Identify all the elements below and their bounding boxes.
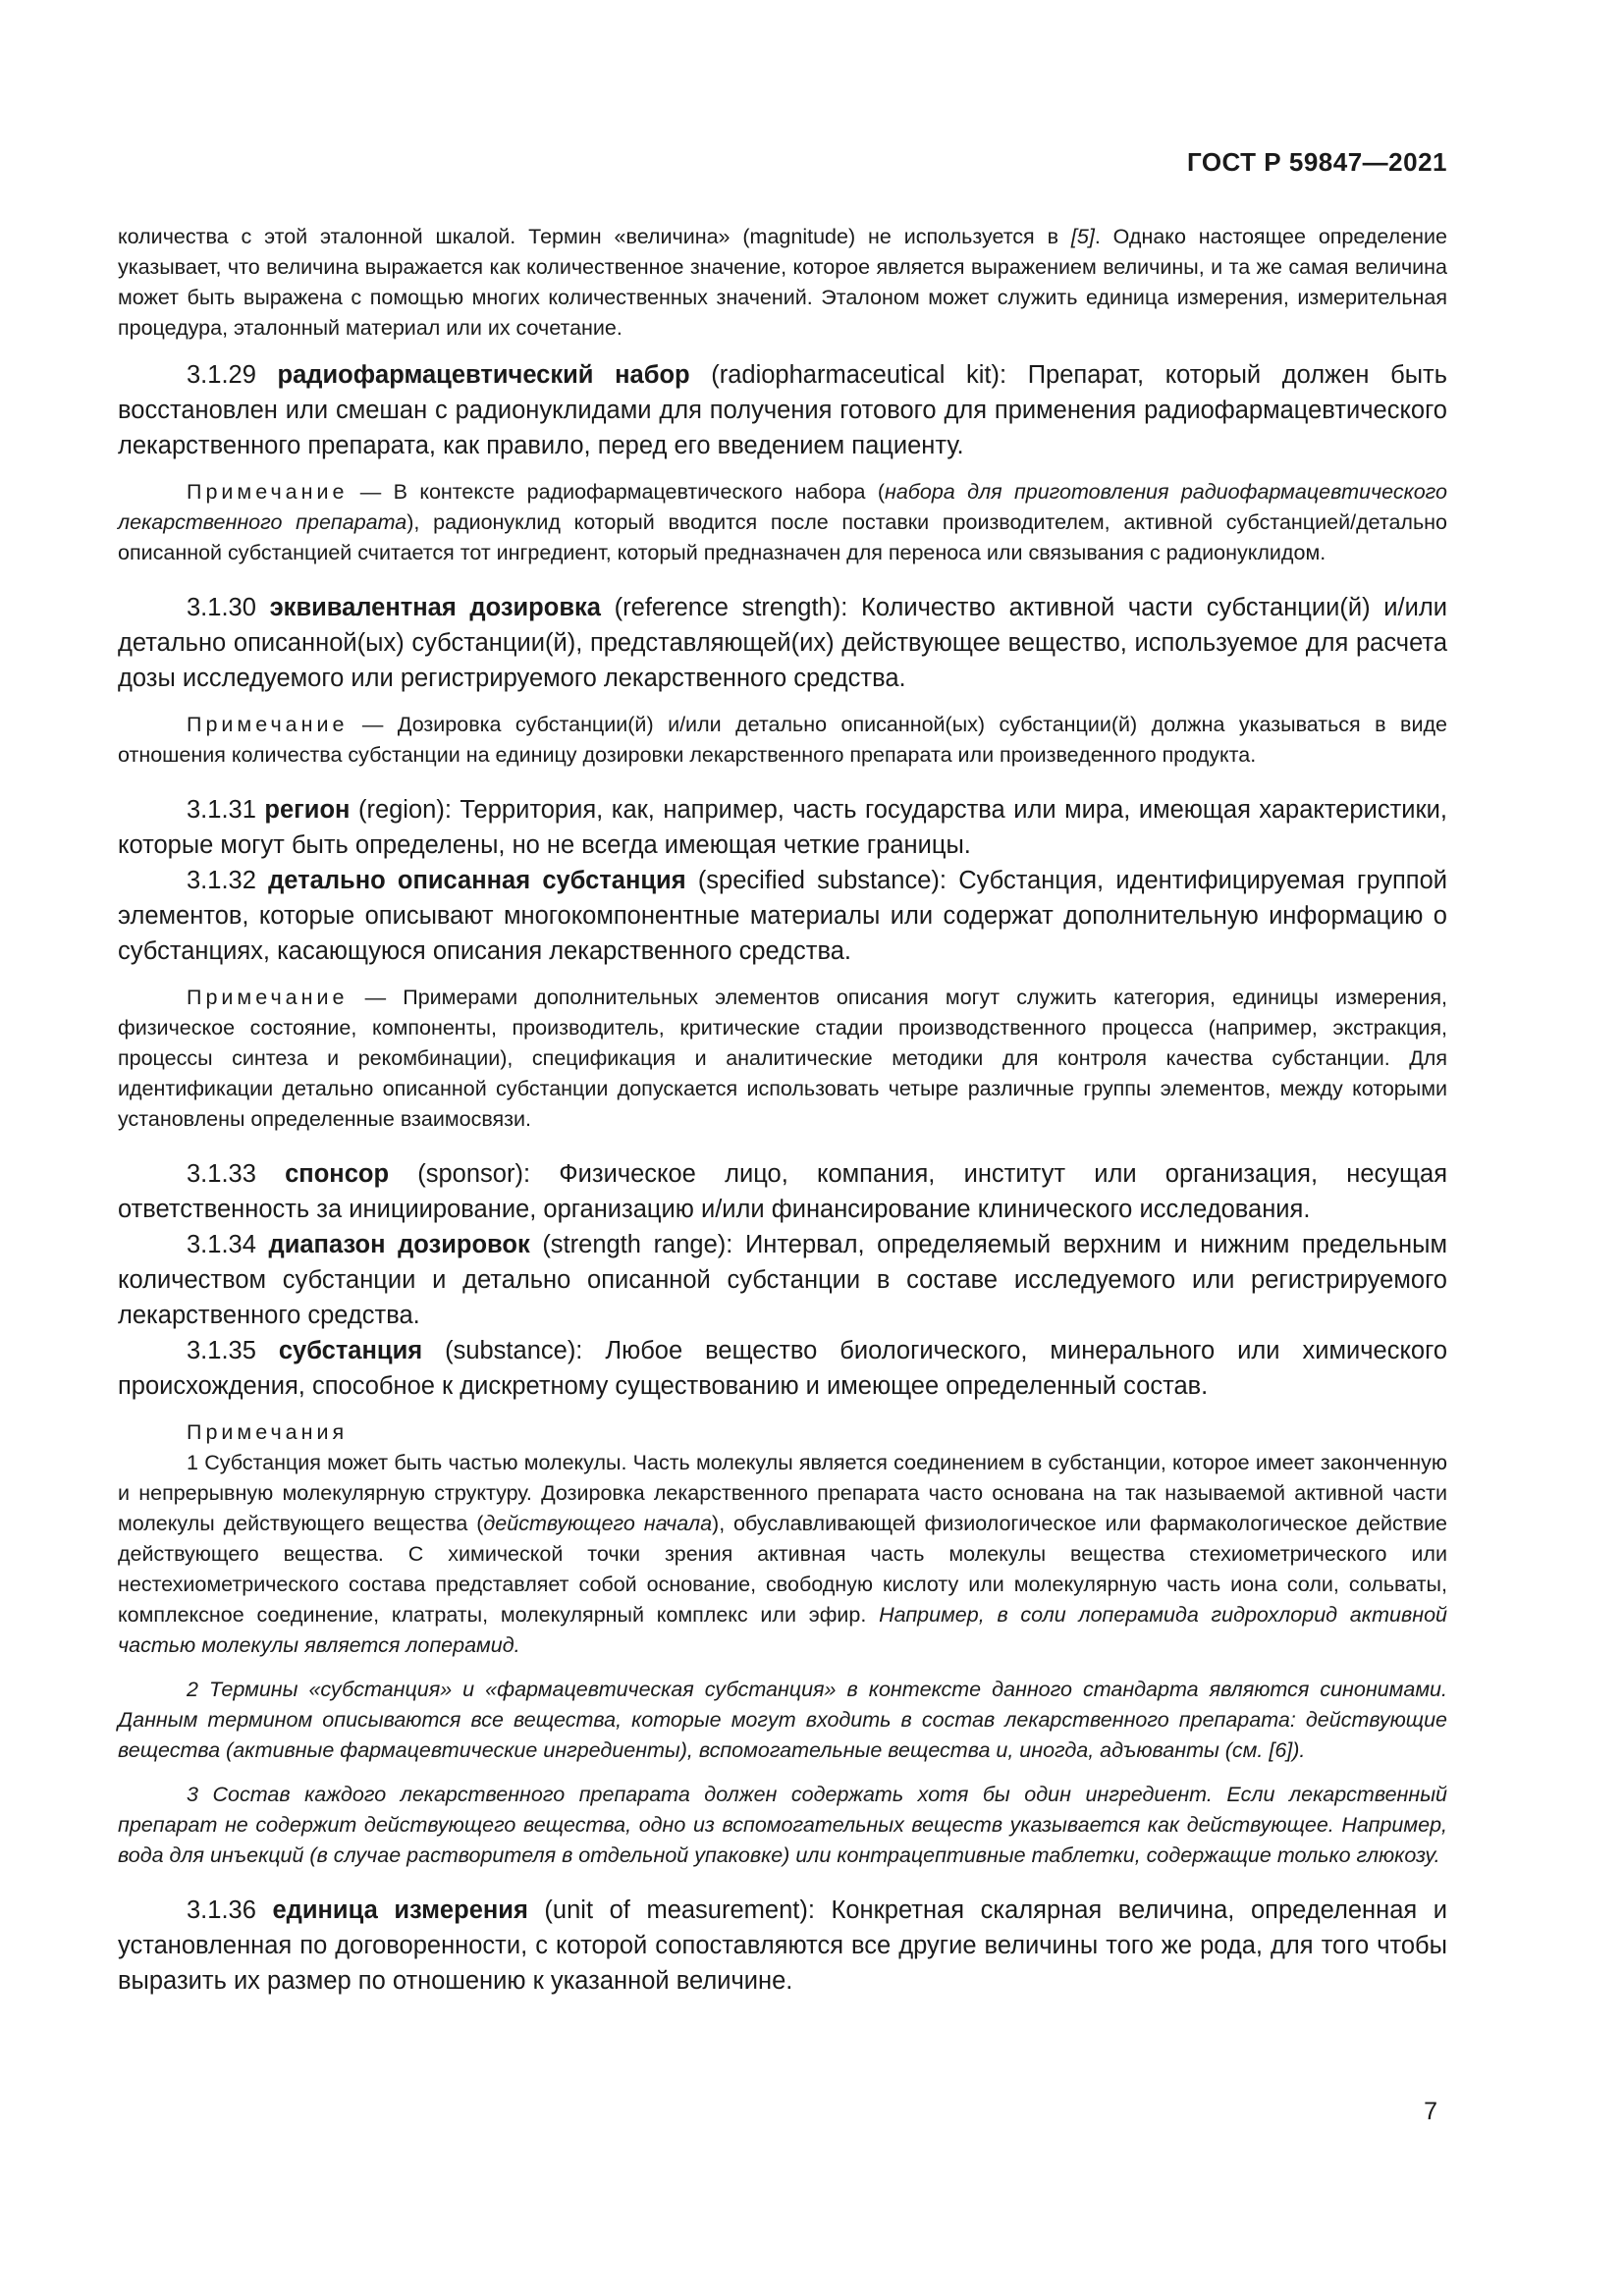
term-number: 3.1.32 [187,867,269,894]
term-number: 3.1.31 [187,796,265,824]
note-italic: Например, в соли лоперамида гидрохлорид активной частью молекулы является лоперамид. [118,1603,1447,1657]
term-3-1-36 [118,1893,1447,1999]
term-3-1-35 [118,1333,1447,1404]
intro-text-2: . Однако настоящее определение указывает, что величина выражается как количественное значение, которое является выражением величины, и та же самая величина может быть выражена с помощью многих количественных значений. Эталоном может служить единица измерения, измерительная процедура, эталонный материал или их сочетание. [118,225,1447,340]
term-definition: (region): Территория, как, например, часть государства или мира, имеющая характеристики, которые могут быть определены, но не всегда имеющая четкие границы. [118,796,1448,859]
page-number: 7 [1424,2098,1437,2125]
note-text: — Дозировка субстанции(й) и/или детально описанной(ых) субстанции(й) должна указываться в виде отношения количества субстанции на единицу дозировки лекарственного препарата или произведенного продукта. [118,713,1447,767]
notes-heading [118,1417,1447,1448]
term-3-1-30 [118,590,1447,696]
term-3-1-29 [118,357,1447,463]
note-3-1-35-1 [118,1448,1447,1661]
term-title: спонсор [285,1160,390,1188]
term-definition: (unit of measurement): Конкретная скалярная величина, определенная и установленная по договоренности, с которой сопоставляются все другие величины того же рода, для того чтобы выразить их размер по отношению к указанной величине. [118,1896,1448,1995]
note-text: 1 Субстанция может быть частью молекулы. Часть молекулы является соединением в субстанции, которое имеет законченную и непрерывную молекулярную структуру. Дозировка лекарственного препарата часто основана на так называемой активной части молекулы действующего вещества ( [118,1451,1447,1535]
term-number: 3.1.33 [187,1160,286,1188]
note-3-1-35-2: 2 Термины «субстанция» и «фармацевтическая субстанция» в контексте данного стандарта являются синонимами. Данным термином описываются все вещества, которые могут входить в состав лекарственного препарата: действующие вещества (активные фармацевтические ингредиенты), вспомогательные вещества и, иногда, адъюванты (см. [6]). [118,1678,1447,1762]
document-body [118,222,1447,1999]
note-label: Примечание [187,713,349,736]
term-title: регион [264,796,351,824]
term-definition: (strength range): Интервал, определяемый верхним и нижним предельным количеством субстанции и детально описанной субстанции в составе исследуемого или регистрируемого лекарственного средства. [118,1231,1447,1329]
term-3-1-32 [118,863,1447,969]
note-text: ), радионуклид который вводится после поставки производителем, активной субстанцией/детально описанной субстанцией считается тот ингредиент, который предназначен для переноса или связывания с радионуклидом. [118,510,1447,564]
term-3-1-31 [118,792,1447,863]
term-definition: (reference strength): Количество активной части субстанции(й) и/или детально описанной(ых) субстанции(й), представляющей(их) действующее вещество, используемое для расчета дозы исследуемого или регистрируемого лекарственного средства. [118,594,1447,692]
note-label: Примечание [187,986,349,1009]
note-3-1-29 [118,477,1447,568]
term-number: 3.1.34 [187,1231,269,1258]
term-title: единица измерения [272,1896,528,1924]
note-italic: набора для приготовления радиофармацевтического лекарственного препарата [118,480,1448,534]
standard-header: ГОСТ Р 59847—2021 [1186,147,1447,177]
notes-label: Примечания [187,1420,349,1444]
note-3-1-32 [118,983,1447,1135]
term-definition: (sponsor): Физическое лицо, компания, институт или организация, несущая ответственность за инициирование, организацию и/или финансирование клинического исследования. [118,1160,1447,1223]
term-3-1-33 [118,1156,1447,1227]
note-text: ), обуславливающей физиологическое или фармакологическое действие действующего вещества. С химической точки зрения активная часть молекулы вещества стехиометрического или нестехиометрического состава представляет собой основание, свободную кислоту или молекулярную часть иона соли, сольваты, комплексное соединение, клатраты, молекулярный комплекс или эфир. [118,1512,1447,1627]
term-number: 3.1.30 [187,594,270,621]
term-definition: (substance): Любое вещество биологического, минерального или химического происхождения, способное к дискретному существованию и имеющее определенный состав. [118,1337,1448,1400]
note-text: — Примерами дополнительных элементов описания могут служить категория, единицы измерения, физическое состояние, компоненты, производитель, критические стадии производственного процесса (например, экстракция, процессы синтеза и рекомбинации), спецификация и аналитические методики для контроля качества субстанции. Для идентификации детально описанной субстанции допускается использовать четыре различные группы элементов, между которыми установлены определенные взаимосвязи. [118,986,1447,1131]
term-title: радиофармацевтический набор [277,361,690,389]
term-number: 3.1.36 [187,1896,273,1924]
term-title: диапазон дозировок [268,1231,530,1258]
note-label: Примечание [187,480,349,504]
intro-paragraph [118,222,1447,344]
term-title: эквивалентная дозировка [269,594,601,621]
term-definition: (radiopharmaceutical kit): Препарат, который должен быть восстановлен или смешан с радионуклидами для получения готового для применения радиофармацевтического лекарственного препарата, как правило, перед его введением пациенту. [118,361,1447,459]
note-italic: действующего начала [483,1512,713,1535]
term-number: 3.1.29 [187,361,278,389]
term-title: детально описанная субстанция [268,867,686,894]
intro-text-1: количества с этой эталонной шкалой. Термин «величина» (magnitude) не используется в [118,225,1071,248]
note-3-1-35-3: 3 Состав каждого лекарственного препарата должен содержать хотя бы один ингредиент. Если лекарственный препарат не содержит действующего вещества, одно из вспомогательных веществ указывается как действующее. Например, вода для инъекций (в случае растворителя в отдельной упаковке) или контрацептивные таблетки, содержащие только глюкозу. [118,1783,1447,1867]
intro-reference: [5] [1070,225,1095,248]
note-text: — В контексте радиофармацевтического набора ( [348,480,885,504]
term-title: субстанция [278,1337,423,1364]
term-number: 3.1.35 [187,1337,279,1364]
term-definition: (specified substance): Субстанция, идентифицируемая группой элементов, которые описывают многокомпонентные материалы или содержат дополнительную информацию о субстанциях, касающуюся описания лекарственного средства. [118,867,1448,965]
term-3-1-34 [118,1227,1447,1333]
note-3-1-30 [118,710,1447,771]
